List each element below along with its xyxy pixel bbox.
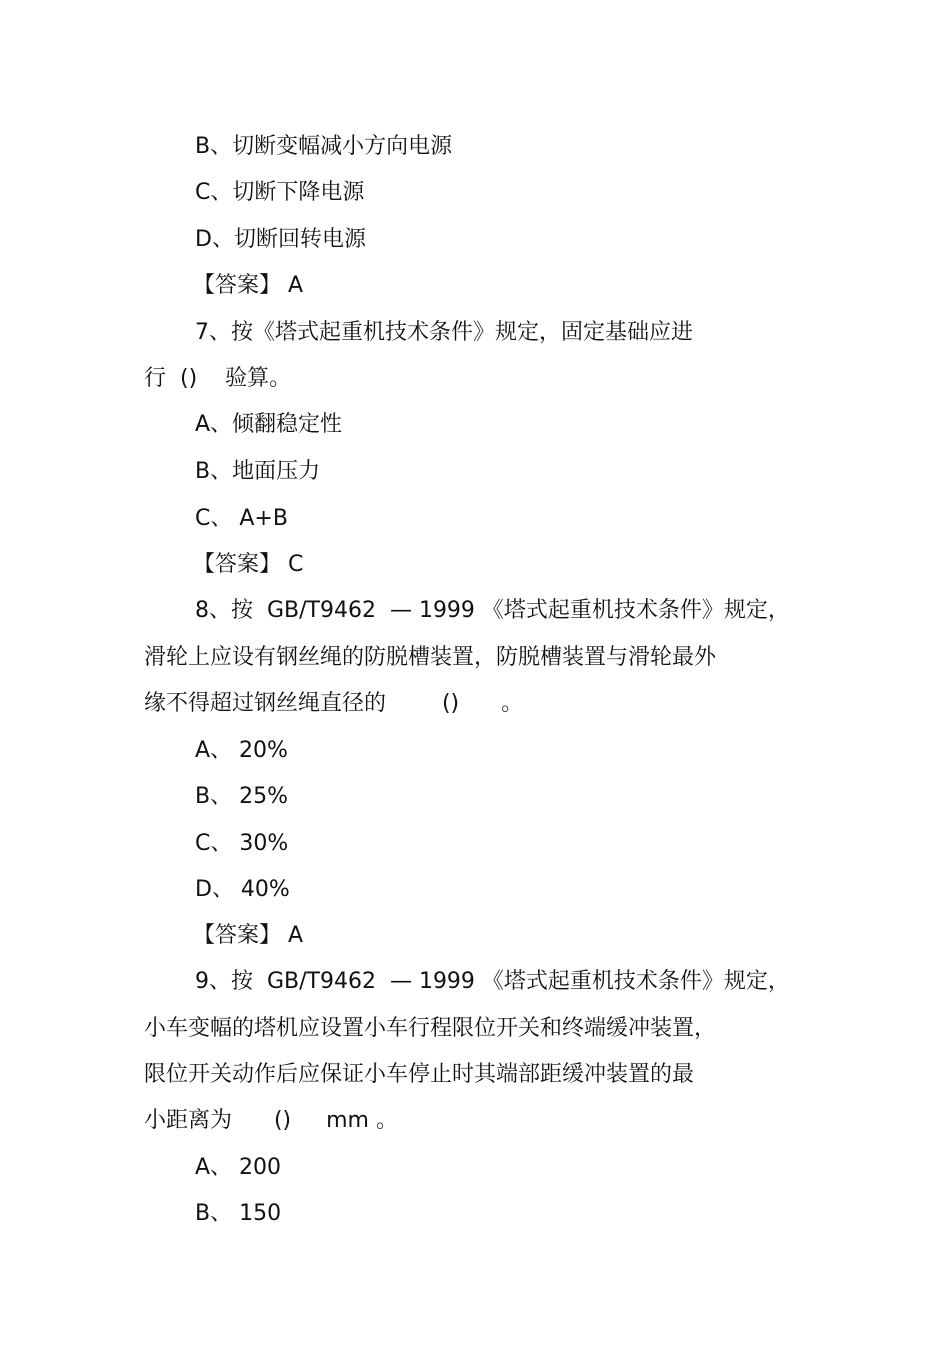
option-b-line: B、切断变幅减小方向电源	[195, 134, 453, 159]
question-7-line-1: 7、按《塔式起重机技术条件》规定，固定基础应进	[195, 320, 693, 345]
question-9-line-1: 9、按 GB/T9462 — 1999 《塔式起重机技术条件》规定，	[195, 969, 790, 994]
question-7-line-2: 行 () 验算。	[144, 366, 292, 391]
question-9-line-4: 小距离为 () mm 。	[144, 1108, 398, 1133]
answer-line: 【答案】 A	[193, 273, 304, 298]
question-8-line-2: 滑轮上应设有钢丝绳的防脱槽装置，防脱槽装置与滑轮最外	[144, 645, 717, 670]
question-8-line-1: 8、按 GB/T9462 — 1999 《塔式起重机技术条件》规定，	[195, 598, 790, 623]
option-d-line: D、 40%	[195, 877, 290, 902]
option-a-line: A、 200	[195, 1155, 282, 1180]
question-9-line-3: 限位开关动作后应保证小车停止时其端部距缓冲装置的最	[144, 1062, 695, 1087]
option-a-line: A、倾翻稳定性	[195, 412, 343, 437]
answer-line: 【答案】 C	[193, 552, 304, 577]
option-c-line: C、切断下降电源	[195, 180, 365, 205]
answer-line: 【答案】 A	[193, 923, 304, 948]
option-b-line: B、 25%	[195, 784, 288, 809]
option-c-line: C、 30%	[195, 831, 289, 856]
option-b-line: B、地面压力	[195, 459, 321, 484]
option-b-line: B、 150	[195, 1201, 282, 1226]
option-a-line: A、 20%	[195, 738, 288, 763]
option-c-line: C、 A+B	[195, 506, 288, 531]
question-8-line-3: 缘不得超过钢丝绳直径的 () 。	[144, 691, 524, 716]
option-d-line: D、切断回转电源	[195, 227, 366, 252]
question-9-line-2: 小车变幅的塔机应设置小车行程限位开关和终端缓冲装置，	[144, 1016, 717, 1041]
